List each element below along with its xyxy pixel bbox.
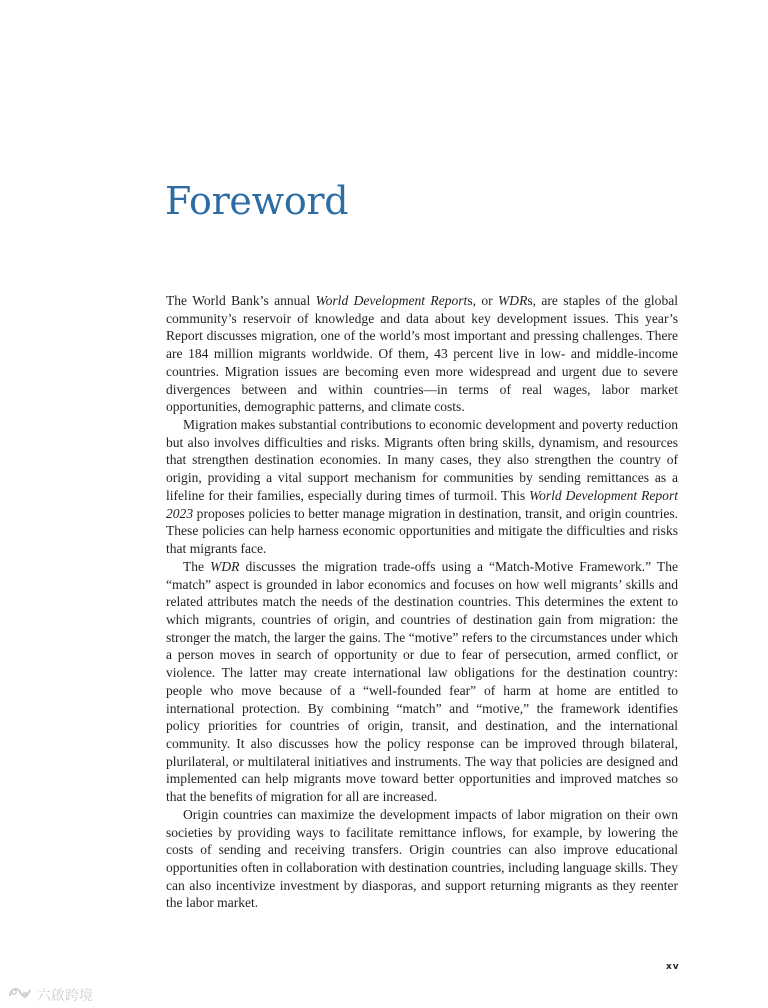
paragraph-3: The WDR discusses the migration trade-offs using a “Match-Motive Framework.” The “match” aspect is grounded in labor economics and focuses on how well migrants’ skills and related attributes match the needs of the destination countries. This determines the extent to which migrants, countries of origin, and countries of destination gain from migration: the stronger the match, the larger the gains. The “motive” refers to the circumstances under which a person moves in search of opportunity or due to fear of persecution, armed conflict, or violence. The latter may create international law obligations for the destination country: people who move because of a “well-founded fear” of harm at home are entitled to international protection. By combining “match” and “motive,” the framework identifies policy priorities for countries of origin, transit, and destination, and the international community. It also discusses how the policy response can be improved through bilateral, plurilateral, or multilateral initiatives and instruments. The way that policies are designed and implemented can help migrants move toward better opportunities and improved matches so that the benefits of migration for all are increased.: [166, 558, 678, 805]
paragraph-2: Migration makes substantial contributions to economic development and poverty reduction but also involves difficulties and risks. Migrants often bring skills, dynamism, and resources that strengthen destination economies. In many cases, they also strengthen the country of origin, providing a vital support mechanism for communities by sending remittances as a lifeline for their families, especially during times of turmoil. This World Development Report 2023 proposes policies to better manage migration in destination, transit, and origin countries. These policies can help harness economic opportunities and mitigate the difficulties and risks that migrants face.: [166, 417, 678, 557]
italic-title: World Development Report: [315, 293, 468, 308]
italic-title: WDR: [210, 558, 240, 574]
paragraph-1: The World Bank’s annual World Development Reports, or WDRs, are staples of the global community’s reservoir of knowledge and data about key development issues. This year’s Report discusses migration, one of the world’s most important and pressing challenges. There are 184 million migrants worldwide. Of them, 43 percent live in low- and middle-income countries. Migration issues are becoming even more widespread and urgent due to severe divergences between and within countries—in terms of real wages, labor market opportunities, demographic patterns, and climate costs.: [166, 293, 678, 415]
foreword-body: [166, 292, 678, 912]
watermark: [6, 984, 93, 1006]
italic-title: World Development Report 2023: [166, 487, 678, 521]
watermark-logo-icon: [6, 984, 34, 1006]
watermark-text: 六啟跨境: [37, 988, 93, 1004]
page-title: Foreword: [165, 179, 349, 223]
paragraph-4: Origin countries can maximize the development impacts of labor migration on their own societies by providing ways to facilitate remittance inflows, for example, by lowering the costs of sending and receiving transfers. Origin countries can also improve educational opportunities often in collaboration with destination countries, including language skills. They can also incentivize investment by diasporas, and support returning migrants as they reenter the labor market.: [166, 806, 678, 911]
page-number: xv: [666, 962, 680, 972]
italic-title: WDR: [498, 293, 528, 308]
